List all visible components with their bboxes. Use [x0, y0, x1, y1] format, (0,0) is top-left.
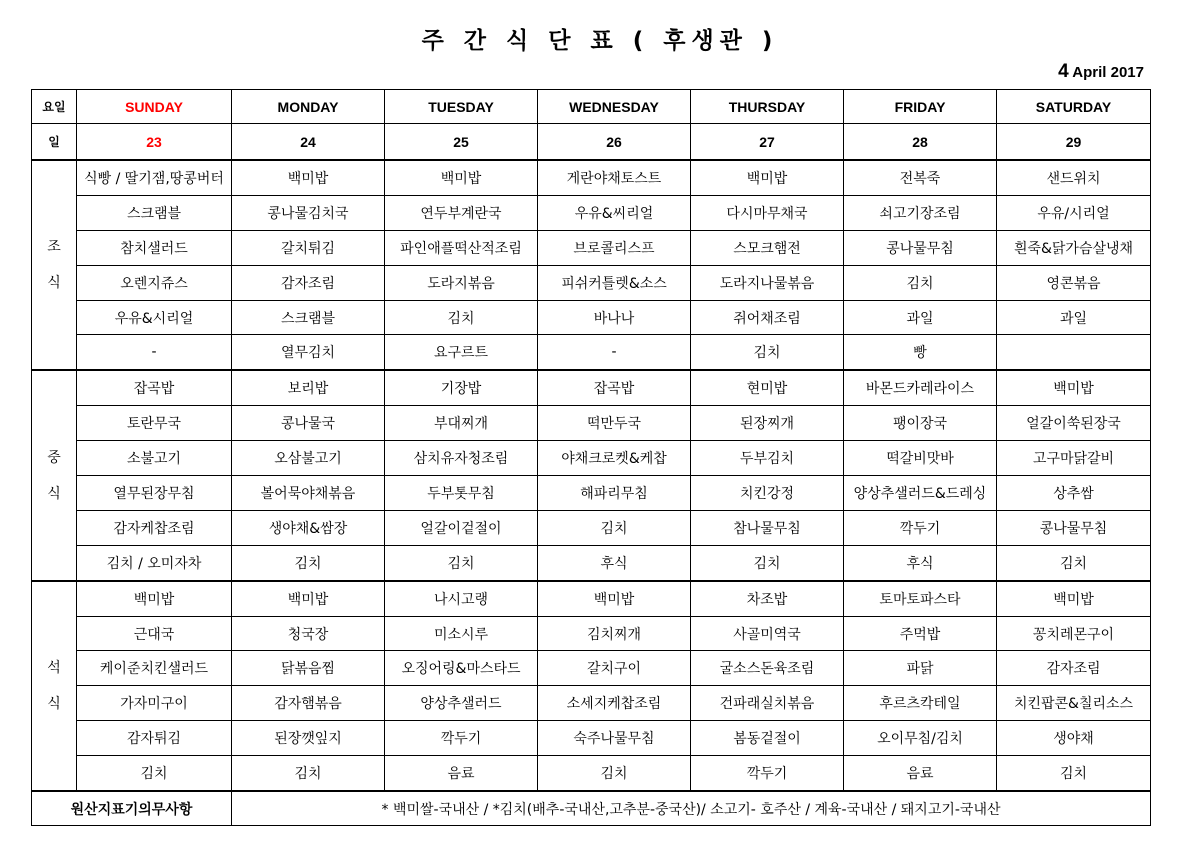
meal-label-char: 조 [47, 239, 61, 256]
menu-item: 야채크로켓&케찹 [538, 441, 691, 476]
menu-item: 김치 [844, 265, 997, 300]
weekday-sunday: SUNDAY [77, 90, 232, 124]
menu-item: 감자조림 [997, 651, 1151, 686]
meal-label-char: 식 [47, 695, 61, 712]
meal-label-char: 석 [47, 659, 61, 676]
menu-item: 백미밥 [232, 160, 385, 195]
menu-item: 김치 [385, 545, 538, 580]
menu-item: 김치 [691, 545, 844, 580]
menu-item: 봄동겉절이 [691, 721, 844, 756]
menu-item: 닭볶음찜 [232, 651, 385, 686]
weekday-thursday: THURSDAY [691, 90, 844, 124]
menu-item: 우유&시리얼 [77, 300, 232, 335]
lunch-row [32, 370, 1151, 405]
menu-item: 콩나물김치국 [232, 195, 385, 230]
origin-note-row [32, 791, 1151, 826]
menu-item: 잡곡밥 [77, 370, 232, 405]
menu-item: 김치 [385, 300, 538, 335]
menu-item: 오렌지쥬스 [77, 265, 232, 300]
menu-item: 김치 [538, 510, 691, 545]
menu-item: 근대국 [77, 616, 232, 651]
menu-item: 과일 [844, 300, 997, 335]
menu-item: 후르츠칵테일 [844, 686, 997, 721]
dinner-row [32, 756, 1151, 791]
meal-label-char: 식 [47, 485, 61, 502]
menu-body [32, 160, 1151, 791]
menu-item: 쥐어채조림 [691, 300, 844, 335]
menu-item: 얼갈이쑥된장국 [997, 406, 1151, 441]
menu-item: 현미밥 [691, 370, 844, 405]
menu-item: 김치 [691, 335, 844, 370]
menu-item: 치킨강정 [691, 476, 844, 511]
menu-item: 보리밥 [232, 370, 385, 405]
menu-item: 파닭 [844, 651, 997, 686]
menu-item: 후식 [538, 545, 691, 580]
weekday-header-row [32, 90, 1151, 124]
menu-item: 백미밥 [385, 160, 538, 195]
menu-item: 팽이장국 [844, 406, 997, 441]
menu-item: 김치 [232, 545, 385, 580]
menu-item: 다시마무채국 [691, 195, 844, 230]
menu-item: 스크램블 [232, 300, 385, 335]
menu-item: 소세지케찹조림 [538, 686, 691, 721]
date-day: 4 [1058, 61, 1069, 82]
menu-item: - [77, 335, 232, 370]
menu-item: 음료 [385, 756, 538, 791]
page-title: 주 간 식 단 표 ( 후생관 ) [421, 28, 779, 54]
menu-item: 잡곡밥 [538, 370, 691, 405]
menu-item: 전복죽 [844, 160, 997, 195]
menu-item: 오이무침/김치 [844, 721, 997, 756]
menu-item: 콩나물국 [232, 406, 385, 441]
menu-item: 양상추샐러드&드레싱 [844, 476, 997, 511]
menu-item: 상추쌈 [997, 476, 1151, 511]
dinner-row [32, 651, 1151, 686]
date-thursday: 27 [691, 124, 844, 161]
menu-item: 부대찌개 [385, 406, 538, 441]
menu-item: 후식 [844, 545, 997, 580]
menu-item: 볼어묵야채볶음 [232, 476, 385, 511]
menu-item: 오징어링&마스타드 [385, 651, 538, 686]
date-label: 일 [32, 124, 77, 161]
menu-item: 도라지볶음 [385, 265, 538, 300]
breakfast-row [32, 300, 1151, 335]
weekday-wednesday: WEDNESDAY [538, 90, 691, 124]
menu-item: 소불고기 [77, 441, 232, 476]
menu-item: 열무된장무침 [77, 476, 232, 511]
menu-item: 흰죽&닭가슴살냉채 [997, 230, 1151, 265]
menu-item: 감자조림 [232, 265, 385, 300]
menu-item: 얼갈이겉절이 [385, 510, 538, 545]
menu-item: 숙주나물무침 [538, 721, 691, 756]
breakfast-row [32, 160, 1151, 195]
menu-item: 우유&씨리얼 [538, 195, 691, 230]
menu-item: 고구마닭갈비 [997, 441, 1151, 476]
menu-item: 스크램블 [77, 195, 232, 230]
weekday-friday: FRIDAY [844, 90, 997, 124]
date-monday: 24 [232, 124, 385, 161]
menu-item: 음료 [844, 756, 997, 791]
menu-item: 갈치튀김 [232, 230, 385, 265]
menu-item: 김치찌개 [538, 616, 691, 651]
menu-item: 떡만두국 [538, 406, 691, 441]
lunch-row [32, 510, 1151, 545]
weekly-menu-table [31, 89, 1151, 826]
weekday-monday: MONDAY [232, 90, 385, 124]
menu-item: 깍두기 [844, 510, 997, 545]
menu-item: 참치샐러드 [77, 230, 232, 265]
origin-note-label: 원산지표기의무사항 [32, 791, 232, 826]
menu-item: 치킨팝콘&칠리소스 [997, 686, 1151, 721]
menu-item: 브로콜리스프 [538, 230, 691, 265]
menu-item: 김치 [232, 756, 385, 791]
menu-item: 깍두기 [691, 756, 844, 791]
date-sunday: 23 [77, 124, 232, 161]
meal-label-char: 식 [47, 275, 61, 292]
menu-item: 생야채 [997, 721, 1151, 756]
weekday-saturday: SATURDAY [997, 90, 1151, 124]
date-month-year: April 2017 [1072, 64, 1144, 81]
menu-item: 된장깻잎지 [232, 721, 385, 756]
menu-item: 피쉬커틀렛&소스 [538, 265, 691, 300]
menu-item: 가자미구이 [77, 686, 232, 721]
date-friday: 28 [844, 124, 997, 161]
breakfast-row [32, 195, 1151, 230]
menu-item: 샌드위치 [997, 160, 1151, 195]
menu-item: 참나물무침 [691, 510, 844, 545]
menu-item: 콩나물무침 [844, 230, 997, 265]
lunch-label [32, 370, 77, 580]
menu-item: 김치 [77, 756, 232, 791]
date-wednesday: 26 [538, 124, 691, 161]
menu-item: 감자튀김 [77, 721, 232, 756]
menu-item: 김치 [997, 545, 1151, 580]
menu-item: 토란무국 [77, 406, 232, 441]
meal-label-char: 중 [47, 449, 61, 466]
dinner-label [32, 581, 77, 791]
breakfast-row [32, 230, 1151, 265]
menu-item: 영콘볶음 [997, 265, 1151, 300]
menu-item: 연두부계란국 [385, 195, 538, 230]
lunch-row [32, 441, 1151, 476]
menu-item: 바나나 [538, 300, 691, 335]
menu-item: 감자케찹조림 [77, 510, 232, 545]
menu-item: 기장밥 [385, 370, 538, 405]
menu-item: 깍두기 [385, 721, 538, 756]
dinner-row [32, 616, 1151, 651]
menu-item: 바몬드카레라이스 [844, 370, 997, 405]
menu-item: 게란야채토스트 [538, 160, 691, 195]
menu-item: 나시고랭 [385, 581, 538, 616]
lunch-row [32, 476, 1151, 511]
menu-item: 김치 / 오미자차 [77, 545, 232, 580]
menu-item: 생야채&쌈장 [232, 510, 385, 545]
menu-item: 콩나물무침 [997, 510, 1151, 545]
breakfast-row [32, 335, 1151, 370]
menu-item: 우유/시리얼 [997, 195, 1151, 230]
menu-item: - [538, 335, 691, 370]
menu-item: 갈치구이 [538, 651, 691, 686]
menu-item: 쇠고기장조림 [844, 195, 997, 230]
menu-item: 감자햄볶음 [232, 686, 385, 721]
weekday-tuesday: TUESDAY [385, 90, 538, 124]
menu-item: 미소시루 [385, 616, 538, 651]
menu-item: 식빵 / 딸기잼,땅콩버터 [77, 160, 232, 195]
menu-item: 백미밥 [232, 581, 385, 616]
menu-item: 오삼불고기 [232, 441, 385, 476]
date-tuesday: 25 [385, 124, 538, 161]
menu-item: 스모크햄전 [691, 230, 844, 265]
menu-item: 케이준치킨샐러드 [77, 651, 232, 686]
menu-item: 빵 [844, 335, 997, 370]
menu-date [1058, 61, 1144, 83]
menu-item: 건파래실치볶음 [691, 686, 844, 721]
menu-item: 떡갈비맛바 [844, 441, 997, 476]
lunch-row [32, 406, 1151, 441]
date-header-row [32, 124, 1151, 161]
menu-item: 차조밥 [691, 581, 844, 616]
menu-item: 청국장 [232, 616, 385, 651]
lunch-row [32, 545, 1151, 580]
menu-item: 백미밥 [538, 581, 691, 616]
menu-item: 김치 [538, 756, 691, 791]
menu-item: 요구르트 [385, 335, 538, 370]
menu-item: 해파리무침 [538, 476, 691, 511]
menu-item: 과일 [997, 300, 1151, 335]
origin-note-text: * 백미쌀-국내산 / *김치(배추-국내산,고추분-중국산)/ 소고기- 호주산 / 계육-국내산 / 돼지고기-국내산 [232, 791, 1151, 826]
menu-item: 두부김치 [691, 441, 844, 476]
dinner-row [32, 686, 1151, 721]
date-saturday: 29 [997, 124, 1151, 161]
menu-item: 두부톳무침 [385, 476, 538, 511]
menu-item: 백미밥 [997, 581, 1151, 616]
menu-item [997, 335, 1151, 370]
menu-item: 주먹밥 [844, 616, 997, 651]
dinner-row [32, 581, 1151, 616]
menu-item: 사골미역국 [691, 616, 844, 651]
menu-item: 토마토파스타 [844, 581, 997, 616]
menu-item: 열무김치 [232, 335, 385, 370]
menu-item: 도라지나물볶음 [691, 265, 844, 300]
menu-item: 삼치유자청조림 [385, 441, 538, 476]
menu-item: 파인애플떡산적조림 [385, 230, 538, 265]
breakfast-label [32, 160, 77, 370]
menu-item: 백미밥 [997, 370, 1151, 405]
menu-item: 꽁치레몬구이 [997, 616, 1151, 651]
menu-item: 김치 [997, 756, 1151, 791]
dinner-row [32, 721, 1151, 756]
menu-item: 굴소스돈육조림 [691, 651, 844, 686]
menu-item: 백미밥 [691, 160, 844, 195]
menu-item: 양상추샐러드 [385, 686, 538, 721]
menu-item: 된장찌개 [691, 406, 844, 441]
breakfast-row [32, 265, 1151, 300]
weekday-label: 요일 [32, 90, 77, 124]
menu-item: 백미밥 [77, 581, 232, 616]
